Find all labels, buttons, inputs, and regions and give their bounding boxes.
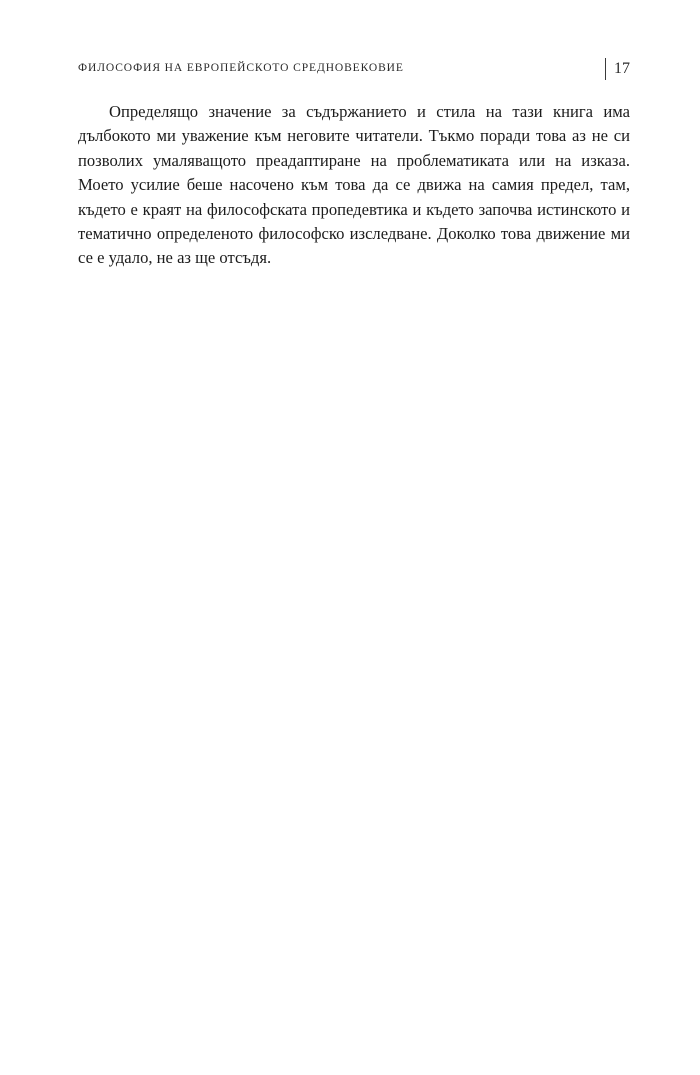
running-title: ФИЛОСОФИЯ НА ЕВРОПЕЙСКОТО СРЕДНОВЕКОВИЕ [78, 62, 404, 74]
running-head [78, 58, 630, 80]
folio [605, 58, 630, 80]
page-number: 17 [614, 60, 630, 77]
folio-divider [605, 58, 606, 80]
body-paragraph: Определящо значение за съдържанието и стила на тази книга има дълбокото ми уважение към неговите читатели. Тъкмо поради това аз не си позволих умаляващото преадаптиране на проблематиката или на изказа. Моето усилие беше насочено към това да се движа на самия предел, там, където е краят на философската пропедевтика и където започва истинското и тематично определеното философско изследване. Доколко това движение ми се е удало, не аз ще отсъдя. [78, 102, 630, 268]
